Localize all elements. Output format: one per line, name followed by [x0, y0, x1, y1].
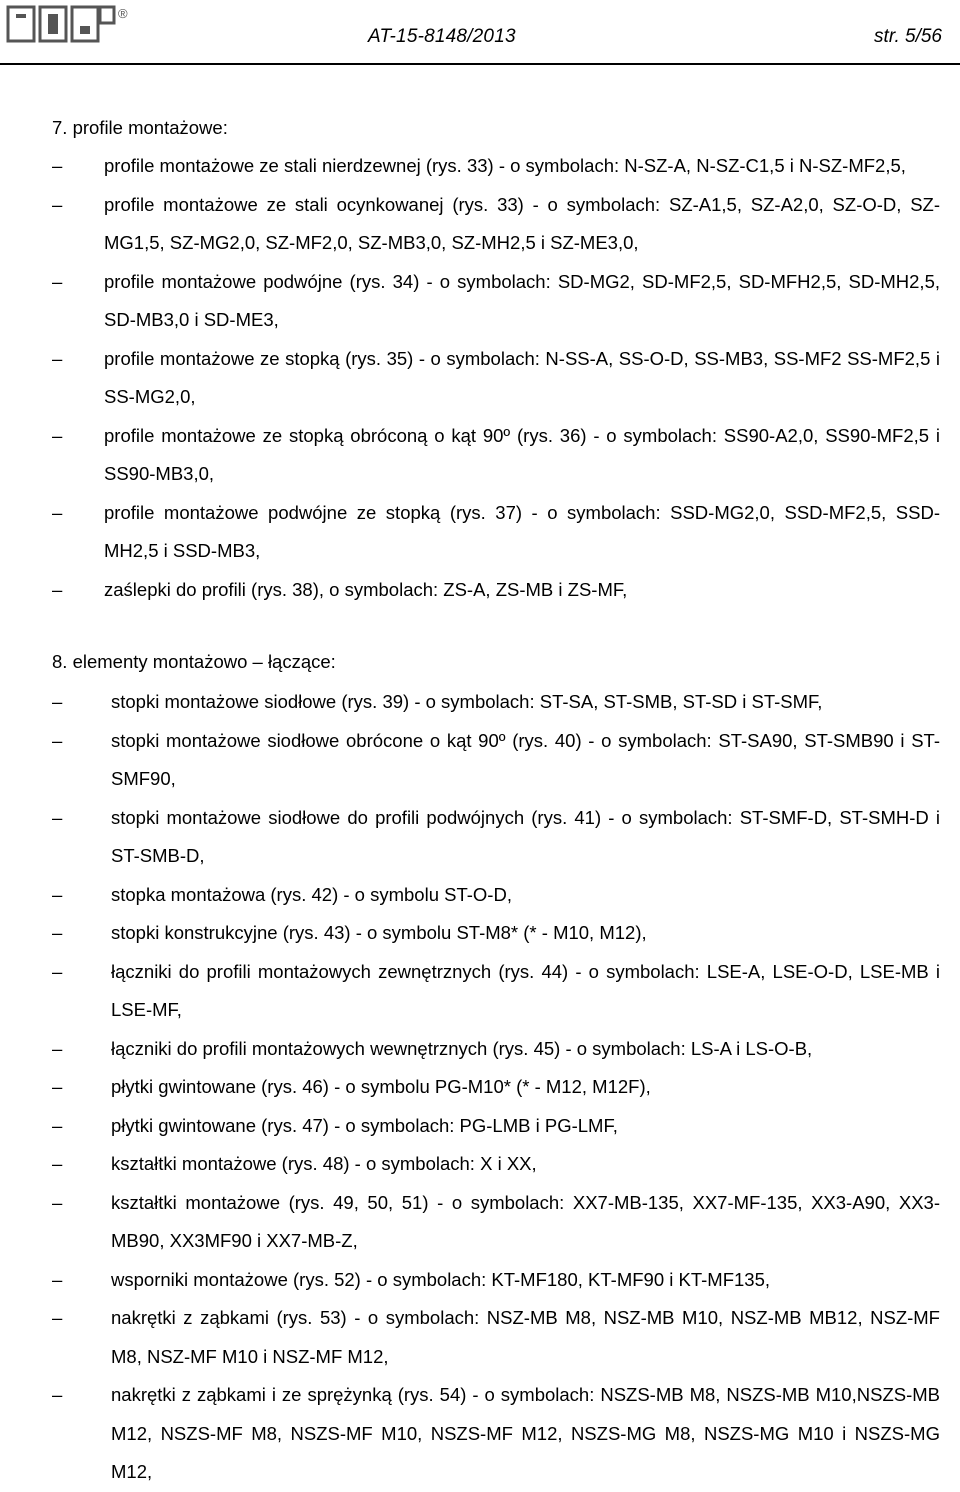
dash-bullet: – [52, 1384, 63, 1405]
dash-bullet: – [52, 691, 63, 712]
dash-bullet: – [52, 270, 63, 292]
list-item: – łączniki do profili montażowych wewnętrznych (rys. 45) - o symbolach: LS-A i LS-O-B, [0, 1030, 960, 1069]
dash-bullet: – [52, 501, 63, 523]
dash-bullet: – [52, 883, 63, 905]
list-item: – stopki konstrukcyjne (rys. 43) - o symbolu ST-M8* (* - M10, M12), [0, 914, 960, 953]
dash-bullet: – [52, 729, 63, 751]
list-item: – płytki gwintowane (rys. 47) - o symbolach: PG-LMB i PG-LMF, [0, 1107, 960, 1146]
list-item: – stopki montażowe siodłowe do profili podwójnych (rys. 41) - o symbolach: ST-SMF-D, ST-SMH-D i ST-SMB-D, [0, 799, 960, 876]
document-number: AT-15-8148/2013 [368, 26, 516, 47]
section-8-list [0, 683, 960, 1492]
list-item: – łączniki do profili montażowych zewnętrznych (rys. 44) - o symbolach: LSE-A, LSE-O-D, LSE-MB i LSE-MF, [0, 953, 960, 1030]
list-item: – stopka montażowa (rys. 42) - o symbolu ST-O-D, [0, 876, 960, 915]
list-item: – stopki montażowe siodłowe (rys. 39) - o symbolach: ST-SA, ST-SMB, ST-SD i ST-SMF, [0, 683, 960, 722]
dash-bullet: – [52, 424, 63, 446]
list-item: – kształtki montażowe (rys. 48) - o symbolach: X i XX, [0, 1145, 960, 1184]
header-divider [0, 63, 960, 65]
list-item: – wsporniki montażowe (rys. 52) - o symbolach: KT-MF180, KT-MF90 i KT-MF135, [0, 1261, 960, 1300]
itb-logo [4, 2, 132, 50]
list-item: – kształtki montażowe (rys. 49, 50, 51) - o symbolach: XX7-MB-135, XX7-MF-135, XX3-A90, XX3-MB90, XX3MF90 i XX7-MB-Z, [0, 1184, 960, 1261]
dash-bullet: – [52, 578, 63, 600]
section-8-heading: 8. elementy montażowo – łączące: [52, 651, 336, 672]
dash-bullet: – [52, 922, 63, 943]
dash-bullet: – [52, 1191, 63, 1213]
dash-bullet: – [52, 155, 63, 176]
dash-bullet: – [52, 806, 63, 828]
list-item: – profile montażowe ze stopką (rys. 35) - o symbolach: N-SS-A, SS-O-D, SS-MB3, SS-MF2 SS-MF2,5 i SS-MG2,0, [0, 340, 960, 417]
list-item: – zaślepki do profili (rys. 38), o symbolach: ZS-A, ZS-MB i ZS-MF, [0, 571, 960, 610]
list-item: – stopki montażowe siodłowe obrócone o kąt 90º (rys. 40) - o symbolach: ST-SA90, ST-SMB90 i ST-SMF90, [0, 722, 960, 799]
list-item: – profile montażowe ze stopką obróconą o kąt 90º (rys. 36) - o symbolach: SS90-A2,0, SS90-MF2,5 i SS90-MB3,0, [0, 417, 960, 494]
svg-text:®: ® [118, 6, 128, 21]
dash-bullet: – [52, 1076, 63, 1097]
dash-bullet: – [52, 1268, 63, 1290]
list-item: – profile montażowe podwójne ze stopką (rys. 37) - o symbolach: SSD-MG2,0, SSD-MF2,5, SSD-MH2,5 i SSD-MB3, [0, 494, 960, 571]
list-item: – płytki gwintowane (rys. 46) - o symbolu PG-M10* (* - M12, M12F), [0, 1068, 960, 1107]
section-7-heading: 7. profile montażowe: [52, 117, 228, 138]
dash-bullet: – [52, 193, 63, 215]
dash-bullet: – [52, 1153, 63, 1174]
dash-bullet: – [52, 347, 63, 369]
dash-bullet: – [52, 960, 63, 982]
dash-bullet: – [52, 1037, 63, 1059]
list-item: – nakrętki z ząbkami (rys. 53) - o symbolach: NSZ-MB M8, NSZ-MB M10, NSZ-MB MB12, NSZ-MF M8, NSZ-MF M10 i NSZ-MF M12, [0, 1299, 960, 1376]
dash-bullet: – [52, 1307, 63, 1328]
list-item: – profile montażowe podwójne (rys. 34) - o symbolach: SD-MG2, SD-MF2,5, SD-MFH2,5, SD-MH2,5, SD-MB3,0 i SD-ME3, [0, 263, 960, 340]
list-item: – nakrętki z ząbkami i ze sprężynką (rys. 54) - o symbolach: NSZS-MB M8, NSZS-MB M10,NSZS-MB M12, NSZS-MF M8, NSZS-MF M10, NSZS-MF M12, NSZS-MG M8, NSZS-MG M10 i NSZS-MG M12, [0, 1376, 960, 1492]
section-7-list [0, 147, 960, 609]
page-number: str. 5/56 [874, 26, 942, 47]
dash-bullet: – [52, 1114, 63, 1136]
list-item: – profile montażowe ze stali ocynkowanej (rys. 33) - o symbolach: SZ-A1,5, SZ-A2,0, SZ-O-D, SZ-MG1,5, SZ-MG2,0, SZ-MF2,0, SZ-MB3,0, SZ-MH2,5 i SZ-ME3,0, [0, 186, 960, 263]
list-item: – profile montażowe ze stali nierdzewnej (rys. 33) - o symbolach: N-SZ-A, N-SZ-C1,5 i N-SZ-MF2,5, [0, 147, 960, 186]
